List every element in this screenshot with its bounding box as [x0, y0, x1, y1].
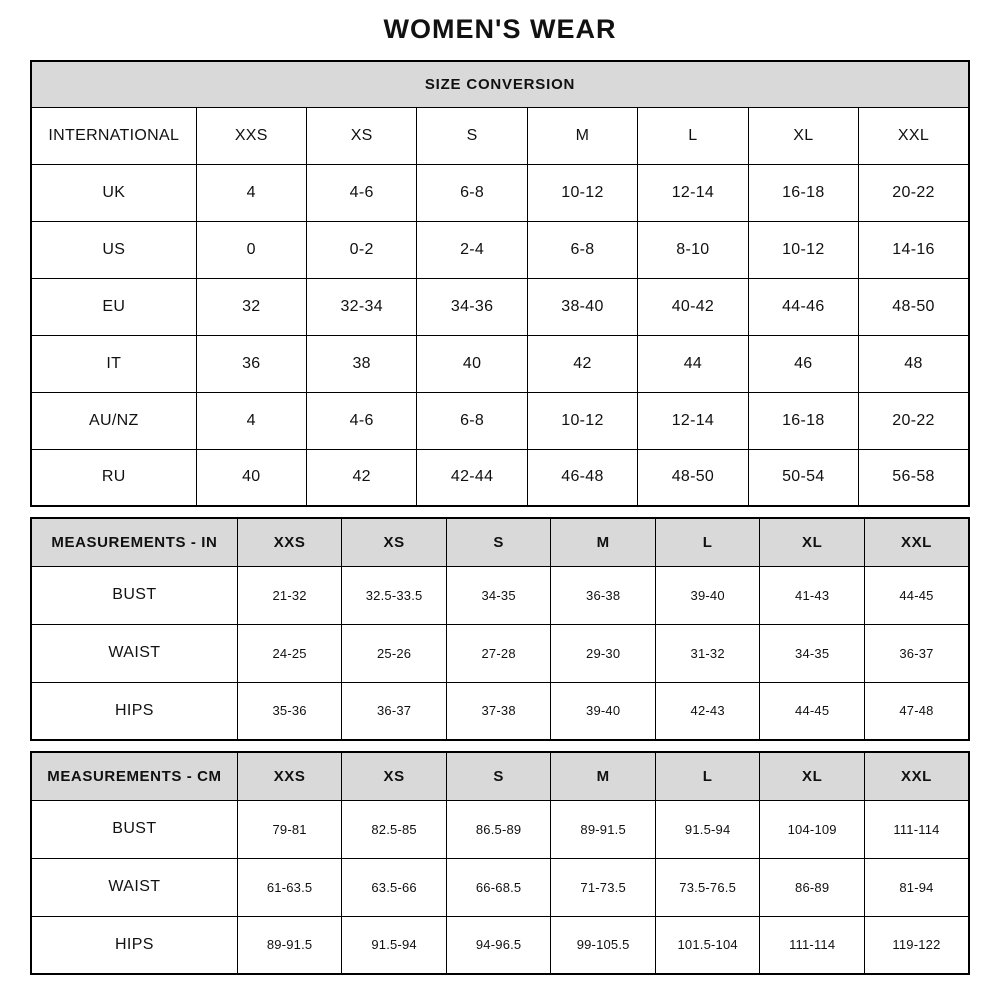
- size-column-header: L: [655, 518, 760, 566]
- measurement-value: 27-28: [446, 624, 551, 682]
- size-value: 4: [196, 164, 306, 221]
- measurement-value: 81-94: [864, 858, 969, 916]
- measurement-row: [31, 624, 969, 682]
- size-conversion-row: [31, 107, 969, 164]
- size-value: 38: [306, 335, 416, 392]
- measurement-value: 101.5-104: [655, 916, 760, 974]
- size-conversion-row: [31, 335, 969, 392]
- size-value: 4: [196, 392, 306, 449]
- size-value: 16-18: [748, 164, 858, 221]
- measurement-value: 32.5-33.5: [342, 566, 447, 624]
- measurements-header-row: [31, 518, 969, 566]
- region-label: RU: [31, 449, 196, 506]
- size-value: 10-12: [527, 392, 637, 449]
- measurement-value: 111-114: [760, 916, 865, 974]
- size-column-header: S: [446, 752, 551, 800]
- measurement-value: 79-81: [237, 800, 342, 858]
- page-title: WOMEN'S WEAR: [383, 14, 617, 44]
- size-value: XXL: [859, 107, 969, 164]
- measurement-value: 89-91.5: [237, 916, 342, 974]
- size-value: 4-6: [306, 392, 416, 449]
- measurement-value: 89-91.5: [551, 800, 656, 858]
- size-column-header: M: [551, 518, 656, 566]
- region-label: AU/NZ: [31, 392, 196, 449]
- size-column-header: S: [446, 518, 551, 566]
- size-value: 0: [196, 221, 306, 278]
- size-conversion-row: [31, 221, 969, 278]
- measurement-value: 91.5-94: [655, 800, 760, 858]
- measurement-value: 29-30: [551, 624, 656, 682]
- size-value: 12-14: [638, 392, 748, 449]
- measurement-row: [31, 916, 969, 974]
- measurement-value: 39-40: [551, 682, 656, 740]
- size-value: 4-6: [306, 164, 416, 221]
- size-value: 34-36: [417, 278, 527, 335]
- measurement-value: 42-43: [655, 682, 760, 740]
- size-value: 10-12: [527, 164, 637, 221]
- measurement-value: 111-114: [864, 800, 969, 858]
- measurement-value: 44-45: [760, 682, 865, 740]
- measurement-value: 36-38: [551, 566, 656, 624]
- measurement-value: 47-48: [864, 682, 969, 740]
- measurements-title: MEASUREMENTS - IN: [31, 518, 237, 566]
- measurement-row: [31, 682, 969, 740]
- size-value: S: [417, 107, 527, 164]
- measurement-value: 39-40: [655, 566, 760, 624]
- size-conversion-row: [31, 164, 969, 221]
- measurement-label: WAIST: [31, 858, 237, 916]
- measurement-value: 34-35: [760, 624, 865, 682]
- region-label: INTERNATIONAL: [31, 107, 196, 164]
- size-conversion-header-row: [31, 61, 969, 107]
- measurement-value: 31-32: [655, 624, 760, 682]
- size-value: 8-10: [638, 221, 748, 278]
- size-value: 32-34: [306, 278, 416, 335]
- size-value: 40: [196, 449, 306, 506]
- size-value: 6-8: [527, 221, 637, 278]
- measurement-label: HIPS: [31, 682, 237, 740]
- size-value: 50-54: [748, 449, 858, 506]
- size-conversion-table: [30, 60, 970, 507]
- size-value: 42-44: [417, 449, 527, 506]
- measurement-value: 66-68.5: [446, 858, 551, 916]
- size-column-header: XXL: [864, 752, 969, 800]
- size-conversion-row: [31, 278, 969, 335]
- measurement-value: 99-105.5: [551, 916, 656, 974]
- measurement-value: 63.5-66: [342, 858, 447, 916]
- size-value: 48: [859, 335, 969, 392]
- size-value: 40-42: [638, 278, 748, 335]
- size-column-header: M: [551, 752, 656, 800]
- size-value: 12-14: [638, 164, 748, 221]
- measurements-cm-table: [30, 751, 970, 975]
- size-value: M: [527, 107, 637, 164]
- size-value: 20-22: [859, 164, 969, 221]
- measurement-value: 37-38: [446, 682, 551, 740]
- measurement-row: [31, 800, 969, 858]
- measurement-label: WAIST: [31, 624, 237, 682]
- size-value: 32: [196, 278, 306, 335]
- size-value: XL: [748, 107, 858, 164]
- measurement-row: [31, 566, 969, 624]
- size-conversion-title: SIZE CONVERSION: [31, 61, 969, 107]
- measurement-value: 71-73.5: [551, 858, 656, 916]
- size-value: 48-50: [638, 449, 748, 506]
- measurement-value: 36-37: [864, 624, 969, 682]
- measurement-value: 36-37: [342, 682, 447, 740]
- size-column-header: XXL: [864, 518, 969, 566]
- measurements-header-row: [31, 752, 969, 800]
- size-value: XXS: [196, 107, 306, 164]
- size-column-header: XXS: [237, 518, 342, 566]
- measurements-title: MEASUREMENTS - CM: [31, 752, 237, 800]
- measurement-label: HIPS: [31, 916, 237, 974]
- size-value: L: [638, 107, 748, 164]
- size-value: 44: [638, 335, 748, 392]
- measurement-value: 41-43: [760, 566, 865, 624]
- measurement-value: 35-36: [237, 682, 342, 740]
- size-value: 16-18: [748, 392, 858, 449]
- measurement-value: 25-26: [342, 624, 447, 682]
- measurement-value: 21-32: [237, 566, 342, 624]
- measurement-value: 61-63.5: [237, 858, 342, 916]
- size-column-header: XL: [760, 518, 865, 566]
- size-column-header: L: [655, 752, 760, 800]
- measurement-value: 119-122: [864, 916, 969, 974]
- measurement-value: 94-96.5: [446, 916, 551, 974]
- size-value: 6-8: [417, 164, 527, 221]
- region-label: US: [31, 221, 196, 278]
- measurement-value: 24-25: [237, 624, 342, 682]
- size-column-header: XL: [760, 752, 865, 800]
- measurement-value: 86.5-89: [446, 800, 551, 858]
- measurement-label: BUST: [31, 566, 237, 624]
- size-column-header: XS: [342, 518, 447, 566]
- size-value: 10-12: [748, 221, 858, 278]
- size-value: 36: [196, 335, 306, 392]
- size-value: 42: [527, 335, 637, 392]
- region-label: IT: [31, 335, 196, 392]
- measurement-value: 104-109: [760, 800, 865, 858]
- size-value: 0-2: [306, 221, 416, 278]
- size-value: 42: [306, 449, 416, 506]
- size-value: 44-46: [748, 278, 858, 335]
- size-conversion-row: [31, 392, 969, 449]
- size-value: XS: [306, 107, 416, 164]
- size-value: 40: [417, 335, 527, 392]
- size-value: 2-4: [417, 221, 527, 278]
- size-value: 20-22: [859, 392, 969, 449]
- size-column-header: XS: [342, 752, 447, 800]
- size-value: 46: [748, 335, 858, 392]
- size-value: 38-40: [527, 278, 637, 335]
- region-label: UK: [31, 164, 196, 221]
- measurements-in-table: [30, 517, 970, 741]
- region-label: EU: [31, 278, 196, 335]
- measurement-label: BUST: [31, 800, 237, 858]
- measurement-value: 86-89: [760, 858, 865, 916]
- measurement-value: 34-35: [446, 566, 551, 624]
- size-value: 6-8: [417, 392, 527, 449]
- size-conversion-row: [31, 449, 969, 506]
- size-value: 56-58: [859, 449, 969, 506]
- size-value: 48-50: [859, 278, 969, 335]
- measurement-row: [31, 858, 969, 916]
- measurement-value: 73.5-76.5: [655, 858, 760, 916]
- measurement-value: 91.5-94: [342, 916, 447, 974]
- measurement-value: 44-45: [864, 566, 969, 624]
- size-value: 46-48: [527, 449, 637, 506]
- measurement-value: 82.5-85: [342, 800, 447, 858]
- size-column-header: XXS: [237, 752, 342, 800]
- size-value: 14-16: [859, 221, 969, 278]
